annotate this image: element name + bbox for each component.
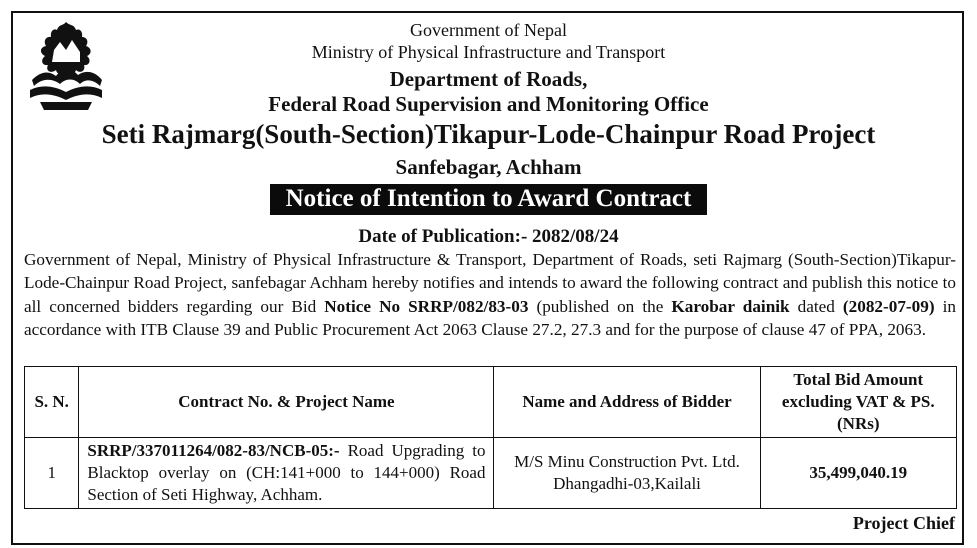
contract-number: SRRP/337011264/082-83/NCB-05:- (87, 441, 340, 460)
department-line: Department of Roads, (389, 67, 588, 91)
paragraph-text-3: dated (789, 296, 843, 316)
paragraph-text-4: in accordance with ITB Clause 39 and Public Procurement Act 2063 Clause 27.2, 27.3 and for the purpose of clause 47 of PPA, 2063. (24, 296, 956, 339)
cell-contract (79, 438, 494, 509)
bid-notice-number: Notice No SRRP/082/83-03 (324, 296, 529, 316)
paragraph-text-2: (published on the (528, 296, 672, 316)
signatory: Project Chief (852, 513, 955, 533)
publication-date: Date of Publication:- 2082/08/24 (358, 226, 619, 247)
office-line: Federal Road Supervision and Monitoring Office (268, 92, 709, 116)
project-location: Sanfebagar, Achham (395, 155, 582, 179)
header-sn: S. N. (25, 367, 79, 438)
notice-title-container (0, 184, 977, 215)
table-row (25, 438, 957, 509)
newspaper-name: Karobar dainik (671, 296, 790, 316)
notice-title: Notice of Intention to Award Contract (270, 184, 708, 215)
table-header-row (25, 367, 957, 438)
cell-amount: 35,499,040.19 (760, 438, 956, 509)
header-amount: Total Bid Amount excluding VAT & PS. (NRs) (760, 367, 956, 438)
project-title: Seti Rajmarg(South-Section)Tikapur-Lode-Chainpur Road Project (101, 119, 876, 149)
notice-paragraph (24, 248, 956, 341)
published-date: (2082-07-09) (842, 296, 935, 316)
government-line: Government of Nepal (410, 20, 567, 40)
award-table (24, 366, 957, 509)
header-contract: Contract No. & Project Name (79, 367, 494, 438)
ministry-line: Ministry of Physical Infrastructure and Transport (311, 42, 666, 62)
project-description: Road Upgrading to Blacktop overlay on (CH:141+000 to 144+000) Road Section of Seti Highway, Achham. (87, 441, 486, 504)
cell-bidder: M/S Minu Construction Pvt. Ltd. Dhangadhi-03,Kailali (494, 438, 760, 509)
paragraph-text-1: Government of Nepal, Ministry of Physical Infrastructure & Transport, Department of Roads, seti Rajmarg (South-Section)Tikapur-Lode-Chainpur Road Project, sanfebagar Achham hereby notifies and intends to award the following contract and publish this notice to all concerned bidders regarding our Bid (24, 250, 956, 316)
cell-sn: 1 (25, 438, 79, 509)
header-bidder: Name and Address of Bidder (494, 367, 760, 438)
